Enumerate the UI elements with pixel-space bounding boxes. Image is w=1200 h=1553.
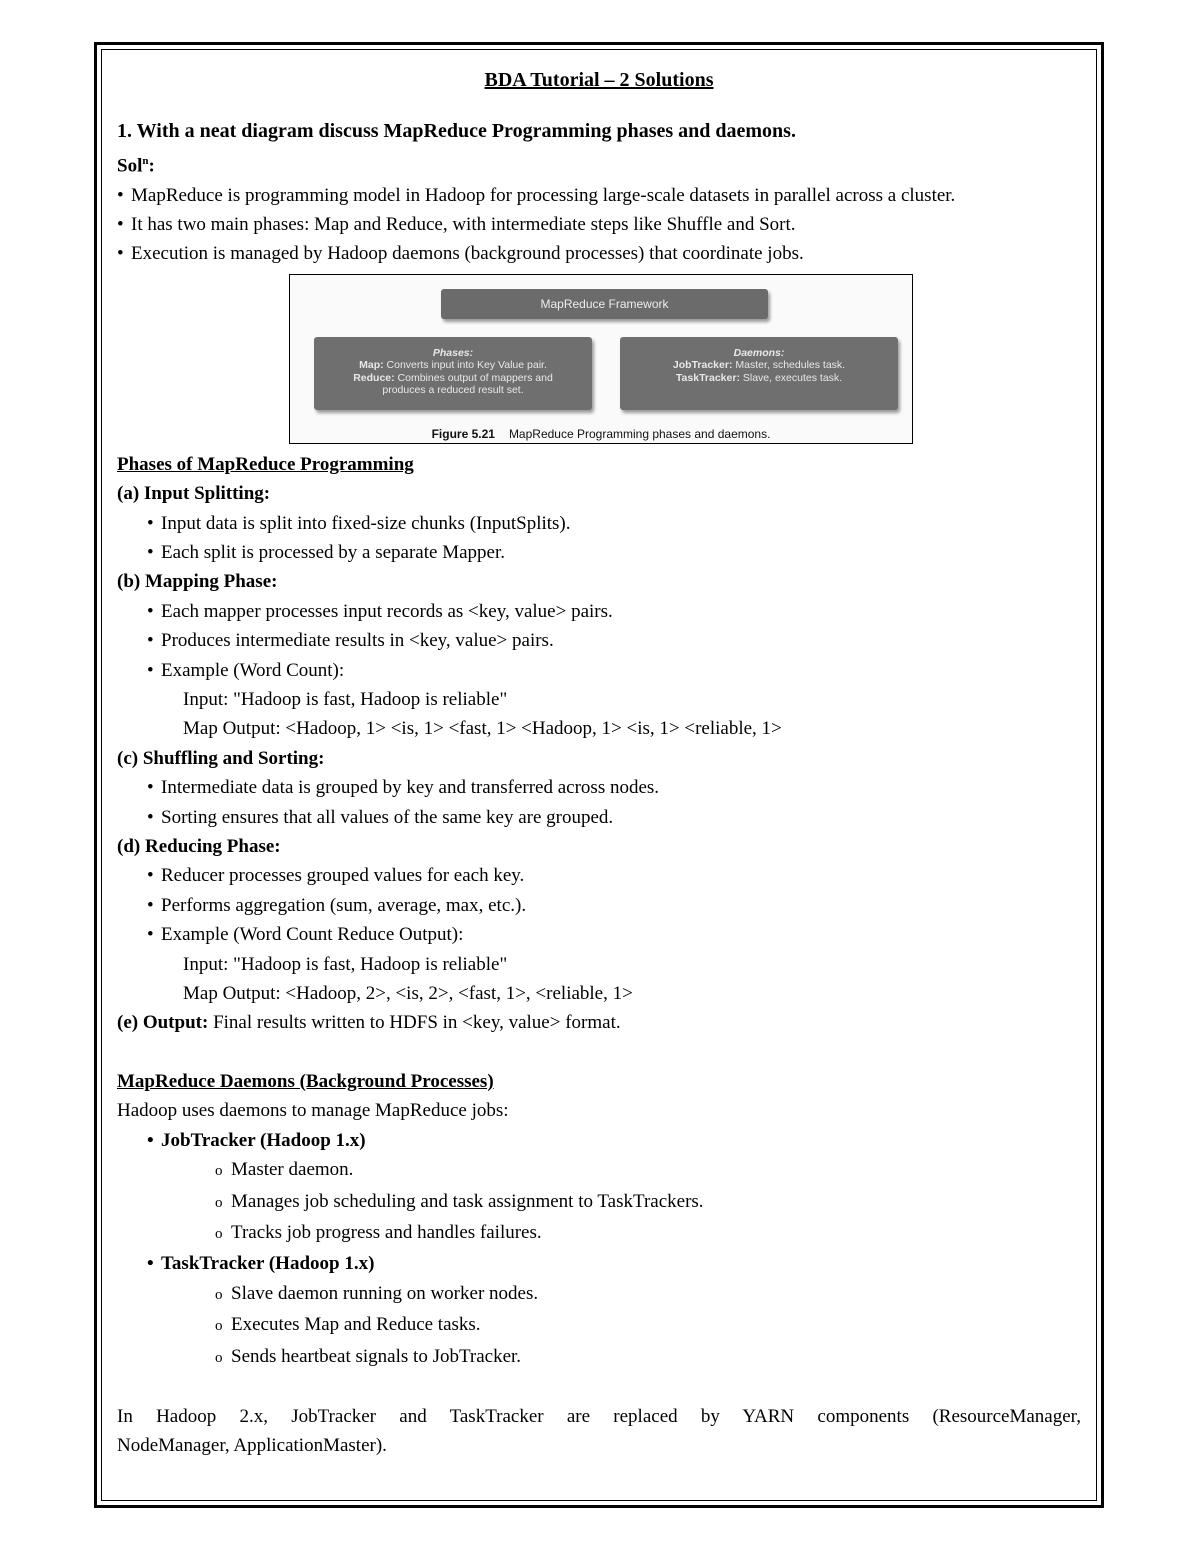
phases-box: Phases: Map: Converts input into Key Value pair. Reduce: Combines output of mappers and produces a reduced result set.: [314, 337, 592, 410]
list-item: • Intermediate data is grouped by key and transferred across nodes.: [117, 773, 1081, 802]
section-d-label: (d) Reducing Phase:: [117, 836, 281, 858]
circle-bullet-icon: o: [215, 1163, 223, 1180]
sub-list-item: o Executes Map and Reduce tasks.: [117, 1310, 1081, 1341]
example-input: Input: "Hadoop is fast, Hadoop is reliable": [183, 689, 508, 711]
daemons-heading: MapReduce Daemons (Background Processes): [117, 1070, 494, 1092]
closing-paragraph-line1: In Hadoop 2.x, JobTracker and TaskTracker are replaced by YARN components (ResourceManager,: [117, 1405, 1081, 1427]
document-body: [117, 66, 1081, 1461]
figure-caption: Figure 5.21 MapReduce Programming phases and daemons.: [431, 426, 771, 441]
sub-list-item: o Sends heartbeat signals to JobTracker.: [117, 1342, 1081, 1373]
page-title: BDA Tutorial – 2 Solutions: [484, 69, 714, 91]
bullet-icon: •: [147, 806, 154, 828]
circle-bullet-icon: o: [215, 1194, 223, 1211]
bullet-icon: •: [147, 865, 154, 887]
phases-heading: Phases of MapReduce Programming: [117, 453, 414, 475]
list-item: • Produces intermediate results in <key, value> pairs.: [117, 626, 1081, 655]
list-item: • Example (Word Count Reduce Output):: [117, 920, 1081, 949]
bullet-icon: •: [147, 777, 154, 799]
bullet-icon: •: [147, 1129, 154, 1151]
circle-bullet-icon: o: [215, 1286, 223, 1303]
list-item: • Each split is processed by a separate Mapper.: [117, 538, 1081, 567]
bullet-icon: •: [117, 213, 124, 235]
list-item: • Each mapper processes input records as <key, value> pairs.: [117, 597, 1081, 626]
bullet-icon: •: [117, 243, 124, 265]
closing-paragraph-line2: NodeManager, ApplicationMaster).: [117, 1435, 387, 1457]
sub-list-item: o Tracks job progress and handles failures.: [117, 1218, 1081, 1249]
section-c-label: (c) Shuffling and Sorting:: [117, 747, 325, 769]
circle-bullet-icon: o: [215, 1225, 223, 1242]
bullet-icon: •: [147, 541, 154, 563]
example-output: Map Output: <Hadoop, 1> <is, 1> <fast, 1> <Hadoop, 1> <is, 1> <reliable, 1>: [183, 718, 782, 740]
list-item: • Sorting ensures that all values of the same key are grouped.: [117, 803, 1081, 832]
solution-label: Sol$^n$:: [117, 154, 155, 177]
section-a-label: (a) Input Splitting:: [117, 483, 271, 505]
list-item: • Reducer processes grouped values for each key.: [117, 861, 1081, 890]
list-item: • Example (Word Count):: [117, 656, 1081, 685]
daemons-intro: Hadoop uses daemons to manage MapReduce jobs:: [117, 1100, 509, 1122]
mapreduce-figure: [289, 274, 913, 444]
bullet-icon: •: [147, 924, 154, 946]
section-e: (e) Output: Final results written to HDFS in <key, value> format.: [117, 1012, 621, 1034]
sub-list-item: o Slave daemon running on worker nodes.: [117, 1279, 1081, 1310]
list-item: • Performs aggregation (sum, average, max, etc.).: [117, 891, 1081, 920]
sub-list-item: o Manages job scheduling and task assignment to TaskTrackers.: [117, 1187, 1081, 1218]
intro-bullet: • It has two main phases: Map and Reduce, with intermediate steps like Shuffle and Sort.: [117, 210, 1081, 239]
bullet-icon: •: [147, 1253, 154, 1275]
list-item: • Input data is split into fixed-size chunks (InputSplits).: [117, 509, 1081, 538]
circle-bullet-icon: o: [215, 1318, 223, 1335]
bullet-icon: •: [147, 600, 154, 622]
bullet-icon: •: [117, 184, 124, 206]
question-heading: 1. With a neat diagram discuss MapReduce Programming phases and daemons.: [117, 120, 796, 143]
intro-bullet: • MapReduce is programming model in Hadoop for processing large-scale datasets in parallel across a cluster.: [117, 181, 1081, 210]
bullet-icon: •: [147, 659, 154, 681]
example-output: Map Output: <Hadoop, 2>, <is, 2>, <fast, 1>, <reliable, 1>: [183, 983, 633, 1005]
section-b-label: (b) Mapping Phase:: [117, 571, 278, 593]
intro-bullet: • Execution is managed by Hadoop daemons (background processes) that coordinate jobs.: [117, 239, 1081, 268]
circle-bullet-icon: o: [215, 1349, 223, 1366]
daemons-box: Daemons: JobTracker: Master, schedules task. TaskTracker: Slave, executes task.: [620, 337, 898, 410]
sub-list-item: o Master daemon.: [117, 1155, 1081, 1186]
framework-box: MapReduce Framework: [441, 289, 768, 319]
bullet-icon: •: [147, 894, 154, 916]
jobtracker-label: • JobTracker (Hadoop 1.x): [117, 1126, 1081, 1155]
example-input: Input: "Hadoop is fast, Hadoop is reliable": [183, 953, 508, 975]
tasktracker-label: • TaskTracker (Hadoop 1.x): [117, 1249, 1081, 1278]
bullet-icon: •: [147, 512, 154, 534]
bullet-icon: •: [147, 630, 154, 652]
